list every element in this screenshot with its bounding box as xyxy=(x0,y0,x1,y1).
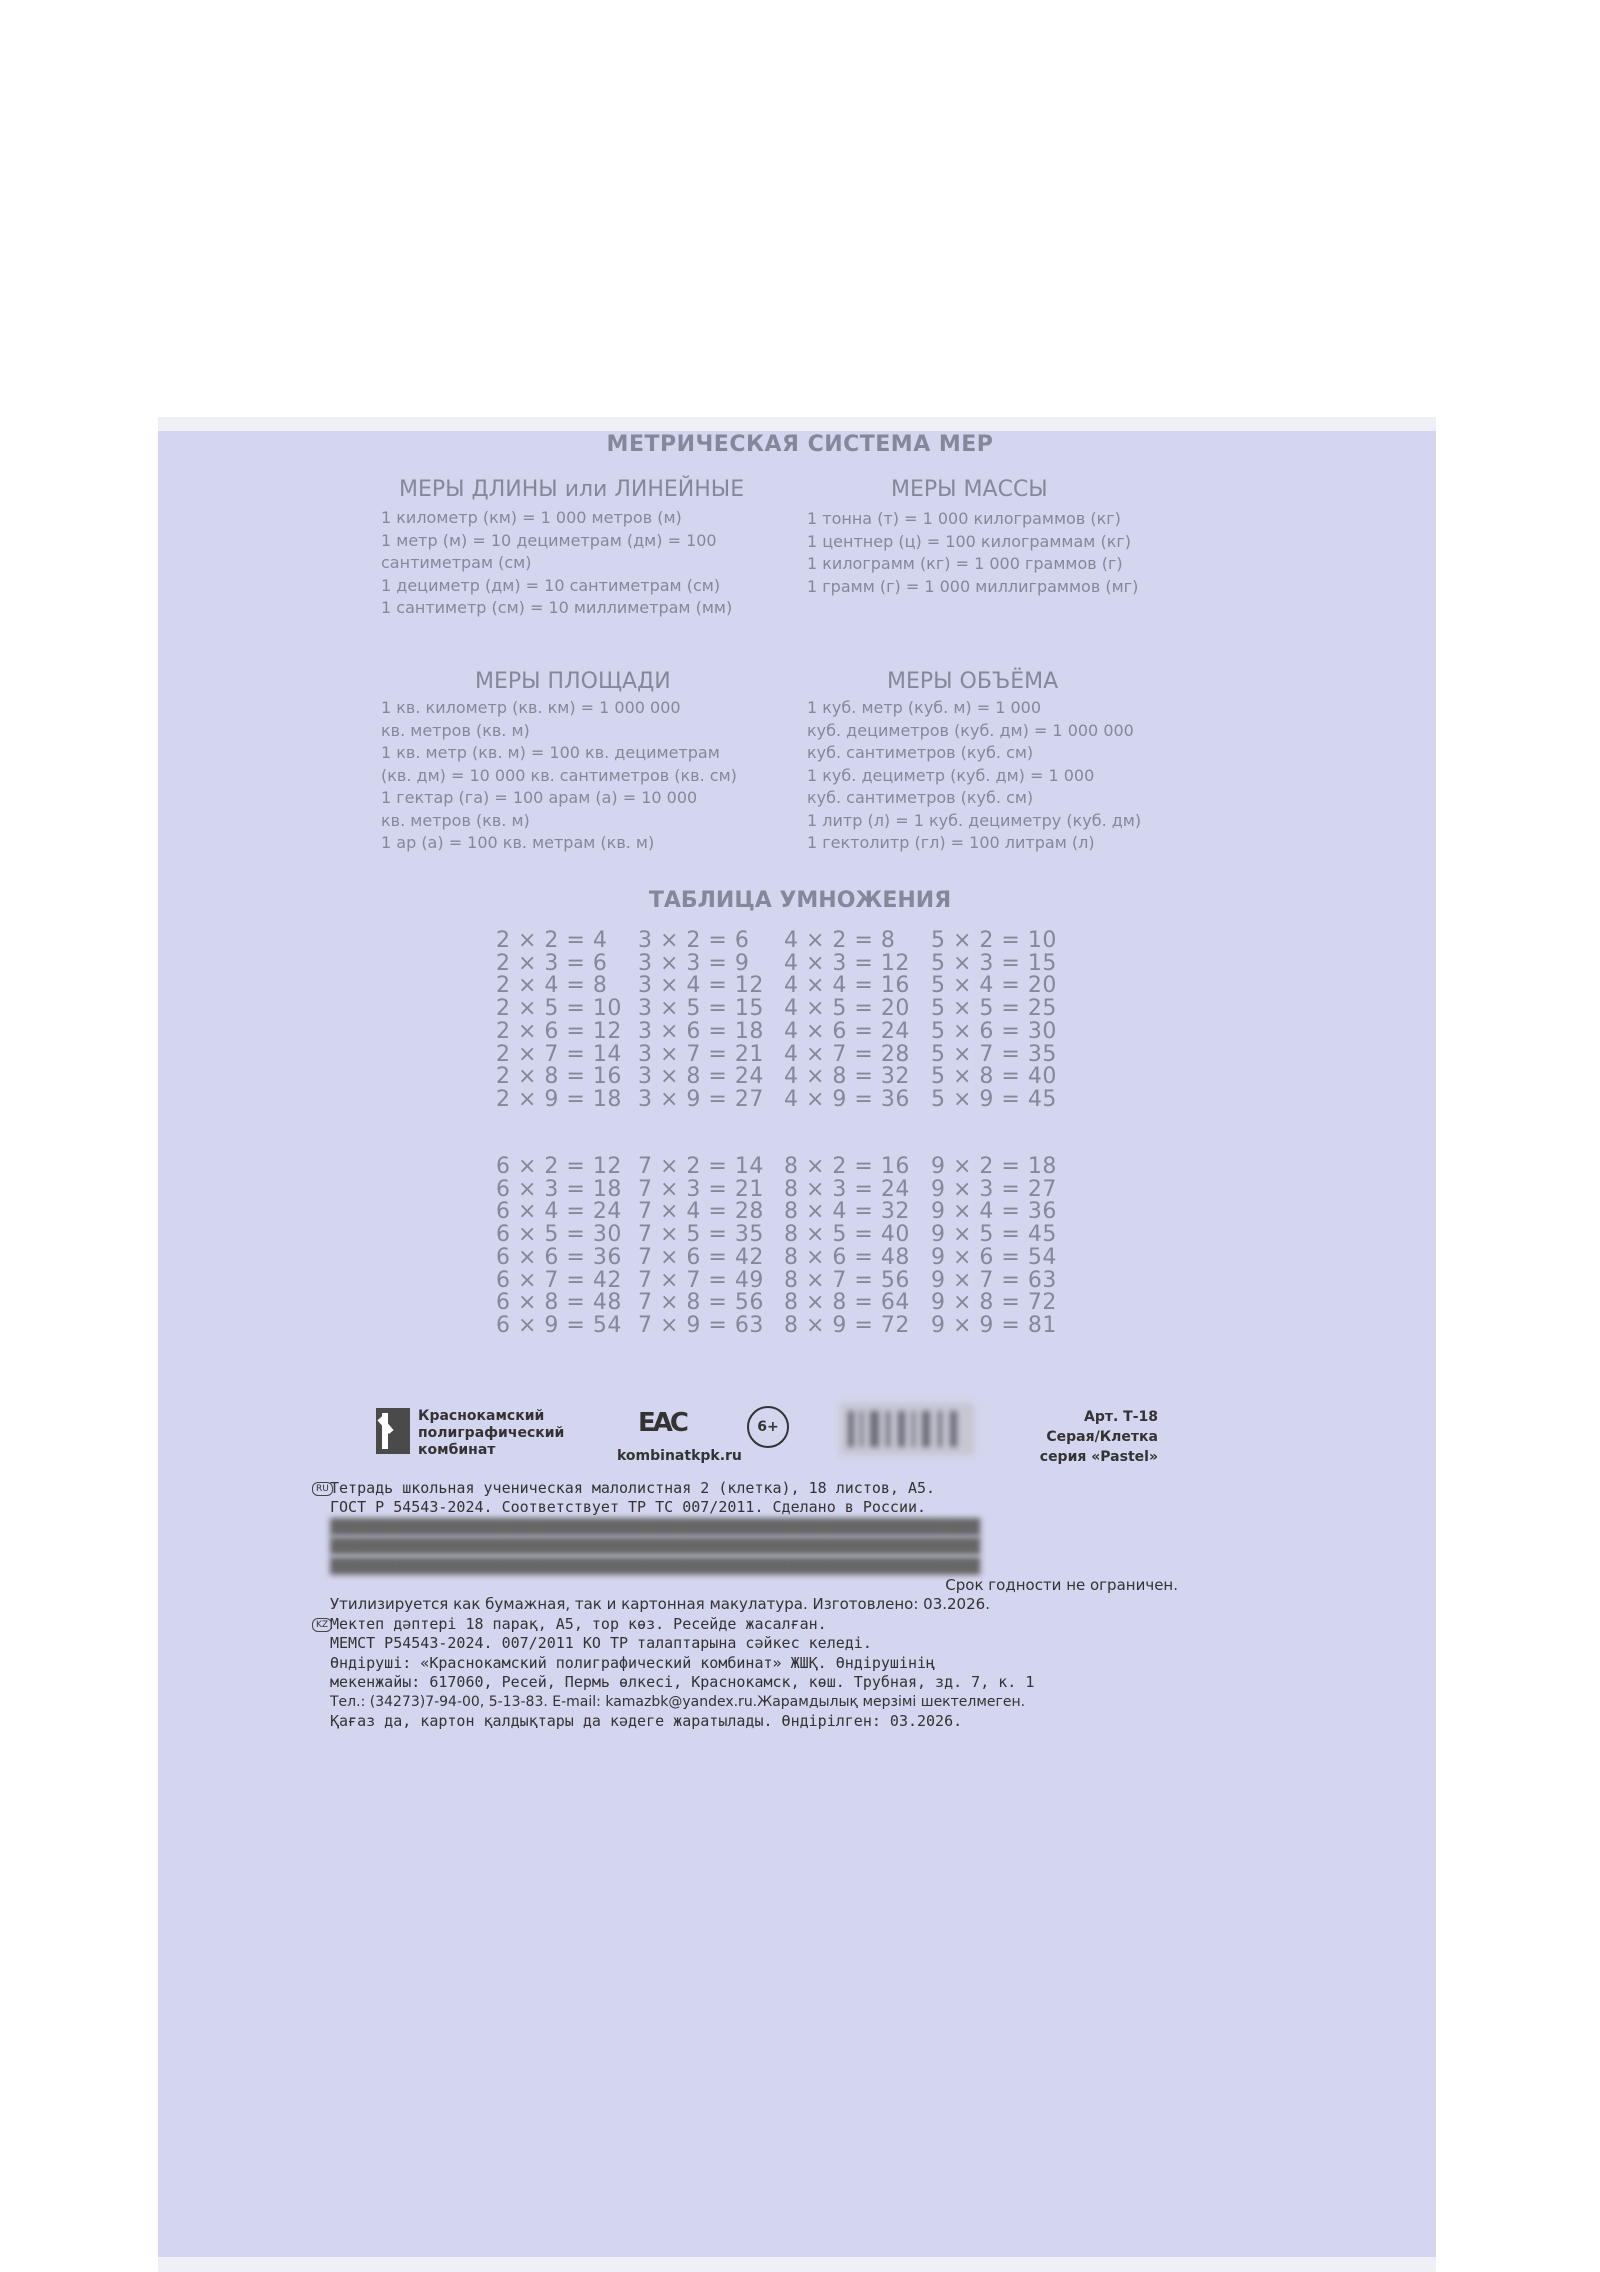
legal-ru xyxy=(316,1479,1178,1615)
mult-row: 4 × 9 = 36 xyxy=(784,1086,910,1112)
mult-row: 7 × 7 = 49 xyxy=(638,1267,764,1293)
mult-row: 2 × 7 = 14 xyxy=(496,1041,622,1067)
mult-row: 3 × 8 = 24 xyxy=(638,1064,764,1090)
mult-row: 3 × 7 = 21 xyxy=(638,1041,764,1067)
mult-row: 5 × 2 = 10 xyxy=(931,928,1057,953)
length-lines xyxy=(381,507,732,620)
legal-ru-line: Тетрадь школьная ученическая малолистная 2 (клетка), 18 листов, А5. xyxy=(330,1479,936,1497)
length-line: 1 километр (км) = 1 000 метров (м) xyxy=(381,508,682,527)
mult-row: 6 × 5 = 30 xyxy=(496,1222,622,1248)
recycle-text: Утилизируется как бумажная, так и картонная макулатура. Изготовлено: 03.2026. xyxy=(330,1595,990,1614)
main-title: МЕТРИЧЕСКАЯ СИСТЕМА МЕР xyxy=(606,432,994,457)
mult-row: 5 × 9 = 45 xyxy=(931,1086,1057,1112)
mult-row: 7 × 4 = 28 xyxy=(638,1199,764,1225)
mult-column-9 xyxy=(931,1156,1057,1338)
mult-row: 2 × 6 = 12 xyxy=(496,1018,622,1044)
volume-line: 1 гектолитр (гл) = 100 литрам (л) xyxy=(807,833,1095,852)
mult-row: 7 × 9 = 63 xyxy=(638,1312,764,1338)
mult-row: 6 × 6 = 36 xyxy=(496,1244,622,1270)
mult-row: 5 × 5 = 25 xyxy=(931,996,1057,1022)
mult-row: 7 × 8 = 56 xyxy=(638,1290,764,1316)
area-lines xyxy=(381,697,737,855)
mult-row: 8 × 3 = 24 xyxy=(784,1176,910,1202)
area-line: 1 ар (а) = 100 кв. метрам (кв. м) xyxy=(381,833,655,852)
mult-row: 3 × 4 = 12 xyxy=(638,973,764,999)
mult-row: 3 × 5 = 15 xyxy=(638,996,764,1022)
mult-row: 8 × 9 = 72 xyxy=(784,1312,910,1338)
mult-row: 8 × 8 = 64 xyxy=(784,1290,910,1316)
article-info xyxy=(1040,1407,1158,1467)
length-line: сантиметрам (см) xyxy=(381,553,532,572)
mult-row: 4 × 7 = 28 xyxy=(784,1041,910,1067)
mult-column-6 xyxy=(496,1156,622,1338)
mult-row: 9 × 3 = 27 xyxy=(931,1176,1057,1202)
volume-lines xyxy=(807,697,1141,855)
company-logo-icon xyxy=(376,1408,410,1454)
mult-row: 6 × 2 = 12 xyxy=(496,1154,622,1179)
length-line: 1 дециметр (дм) = 10 сантиметрам (см) xyxy=(381,575,721,595)
mult-row: 3 × 3 = 9 xyxy=(638,950,750,976)
area-line: 1 гектар (га) = 100 арам (а) = 10 000 xyxy=(381,788,698,807)
mult-row: 4 × 2 = 8 xyxy=(784,928,896,953)
area-line: 1 кв. километр (кв. км) = 1 000 000 xyxy=(381,698,681,717)
mult-row: 9 × 7 = 63 xyxy=(931,1267,1057,1293)
article-line: серия «Pastel» xyxy=(1039,1449,1158,1465)
mult-row: 5 × 4 = 20 xyxy=(931,973,1057,999)
mult-column-8 xyxy=(784,1156,910,1338)
mult-row: 9 × 9 = 81 xyxy=(931,1312,1057,1338)
mult-row: 2 × 9 = 18 xyxy=(496,1086,622,1112)
legal-ru-line: ГОСТ Р 54543-2024. Соответствует ТР ТС 007/2011. Сделано в России. xyxy=(330,1498,927,1517)
blurred-text: ████████████████████████████████████████████████████████████████████████ xyxy=(330,1517,981,1536)
mass-line: 1 тонна (т) = 1 000 килограммов (кг) xyxy=(807,509,1121,528)
mult-column-4 xyxy=(784,930,910,1112)
mult-row: 9 × 2 = 18 xyxy=(931,1154,1057,1179)
mult-row: 6 × 7 = 42 xyxy=(496,1267,622,1293)
mult-row: 6 × 3 = 18 xyxy=(496,1176,622,1202)
volume-title: МЕРЫ ОБЪЁМА xyxy=(887,669,1059,694)
mult-row: 4 × 6 = 24 xyxy=(784,1018,910,1044)
mult-row: 9 × 4 = 36 xyxy=(931,1199,1057,1225)
mult-row: 2 × 5 = 10 xyxy=(496,996,622,1022)
age-rating-badge: 6+ xyxy=(747,1406,789,1448)
mult-column-3 xyxy=(638,930,764,1112)
mult-row: 5 × 3 = 15 xyxy=(931,950,1057,976)
mult-row: 7 × 6 = 42 xyxy=(638,1244,764,1270)
length-title: МЕРЫ ДЛИНЫ или ЛИНЕЙНЫЕ xyxy=(399,477,745,502)
area-title: МЕРЫ ПЛОЩАДИ xyxy=(475,669,671,694)
notebook-back-cover xyxy=(158,431,1436,2257)
mult-row: 3 × 9 = 27 xyxy=(638,1086,764,1112)
mass-lines xyxy=(807,508,1138,598)
mult-row: 3 × 2 = 6 xyxy=(638,928,750,953)
legal-kz-line: Мектеп дәптері 18 парақ, А5, тор көз. Ресейде жасалған. xyxy=(330,1615,827,1633)
company-name-line: Краснокамский xyxy=(418,1408,545,1424)
barcode-icon xyxy=(840,1403,974,1455)
website: kombinatkpk.ru xyxy=(617,1448,742,1464)
mult-row: 4 × 5 = 20 xyxy=(784,996,910,1022)
mult-row: 5 × 7 = 35 xyxy=(931,1041,1057,1067)
mult-row: 8 × 5 = 40 xyxy=(784,1222,910,1248)
legal-kz-line: мекенжайы: 617060, Ресей, Пермь өлкесі, Краснокамск, көш. Трубная, зд. 7, к. 1 xyxy=(330,1673,1035,1692)
mult-row: 5 × 6 = 30 xyxy=(931,1018,1057,1044)
legal-kz-line: Өндіруші: «Краснокамский полиграфический комбинат» ЖШҚ. Өндірушінің xyxy=(330,1653,936,1672)
legal-kz-line: Тел.: (34273)7-94-00, 5-13-83. E-mail: kamazbk@yandex.ru.Жарамдылық мерзімі шектелмеген. xyxy=(330,1693,1026,1710)
mult-row: 2 × 8 = 16 xyxy=(496,1064,622,1090)
volume-line: 1 куб. метр (куб. м) = 1 000 xyxy=(807,698,1042,717)
mass-line: 1 килограмм (кг) = 1 000 граммов (г) xyxy=(807,554,1123,573)
mult-row: 5 × 8 = 40 xyxy=(931,1064,1057,1090)
blurred-text: ████████████████████████████████████████████████████████████████████████ xyxy=(330,1537,981,1556)
mult-row: 7 × 5 = 35 xyxy=(638,1222,764,1248)
eac-mark: ЕАС xyxy=(638,1408,686,1438)
mult-row: 6 × 4 = 24 xyxy=(496,1199,622,1225)
mult-row: 6 × 8 = 48 xyxy=(496,1290,622,1316)
volume-line: 1 куб. дециметр (куб. дм) = 1 000 xyxy=(807,765,1095,785)
volume-line: куб. сантиметров (куб. см) xyxy=(807,743,1034,762)
mult-row: 8 × 4 = 32 xyxy=(784,1199,910,1225)
blurred-text: ████████████████████████████████████████████████████████████████████████ xyxy=(330,1556,981,1575)
mult-row: 2 × 4 = 8 xyxy=(496,973,608,999)
mult-row: 7 × 2 = 14 xyxy=(638,1154,764,1179)
article-line: Арт. Т-18 xyxy=(1083,1409,1158,1425)
volume-line: куб. дециметров (куб. дм) = 1 000 000 xyxy=(807,720,1134,740)
length-line: 1 сантиметр (см) = 10 миллиметрам (мм) xyxy=(381,598,733,617)
mult-row: 9 × 5 = 45 xyxy=(931,1222,1057,1248)
area-line: (кв. дм) = 10 000 кв. сантиметров (кв. см) xyxy=(381,765,737,785)
mult-row: 9 × 6 = 54 xyxy=(931,1244,1057,1270)
area-line: кв. метров (кв. м) xyxy=(381,810,530,830)
mult-row: 8 × 7 = 56 xyxy=(784,1267,910,1293)
expiry-text: Срок годности не ограничен. xyxy=(945,1576,1178,1595)
mult-row: 7 × 3 = 21 xyxy=(638,1176,764,1202)
area-line: 1 кв. метр (кв. м) = 100 кв. дециметрам xyxy=(381,743,720,762)
mult-column-2 xyxy=(496,930,622,1112)
legal-kz xyxy=(316,1615,1178,1731)
mult-row: 8 × 6 = 48 xyxy=(784,1244,910,1270)
article-line: Серая/Клетка xyxy=(1046,1429,1158,1445)
mult-row: 2 × 2 = 4 xyxy=(496,928,608,953)
mult-row: 2 × 3 = 6 xyxy=(496,950,608,976)
legal-kz-line: Қағаз да, картон қалдықтары да кәдеге жаратылады. Өндірілген: 03.2026. xyxy=(330,1712,963,1731)
mult-column-7 xyxy=(638,1156,764,1338)
area-line: кв. метров (кв. м) xyxy=(381,720,530,740)
volume-line: куб. сантиметров (куб. см) xyxy=(807,788,1034,807)
multiplication-title: ТАБЛИЦА УМНОЖЕНИЯ xyxy=(648,888,952,913)
ru-tag: RU xyxy=(312,1482,333,1496)
mass-line: 1 грамм (г) = 1 000 миллиграммов (мг) xyxy=(807,576,1139,596)
mult-row: 4 × 3 = 12 xyxy=(784,950,910,976)
mult-row: 3 × 6 = 18 xyxy=(638,1018,764,1044)
mult-row: 4 × 8 = 32 xyxy=(784,1064,910,1090)
mult-row: 8 × 2 = 16 xyxy=(784,1154,910,1179)
legal-kz-line: МЕМСТ Р54543-2024. 007/2011 КО ТР талаптарына сәйкес келеді. xyxy=(330,1634,872,1653)
company-name-line: комбинат xyxy=(418,1442,496,1458)
length-line: 1 метр (м) = 10 дециметрам (дм) = 100 xyxy=(381,530,717,550)
volume-line: 1 литр (л) = 1 куб. дециметру (куб. дм) xyxy=(807,810,1142,830)
company-name xyxy=(418,1408,564,1459)
mult-row: 6 × 9 = 54 xyxy=(496,1312,622,1338)
mass-line: 1 центнер (ц) = 100 килограммам (кг) xyxy=(807,531,1132,551)
mass-title: МЕРЫ МАССЫ xyxy=(891,477,1048,502)
mult-row: 4 × 4 = 16 xyxy=(784,973,910,999)
mult-column-5 xyxy=(931,930,1057,1112)
mult-row: 9 × 8 = 72 xyxy=(931,1290,1057,1316)
kz-tag: KZ xyxy=(312,1618,332,1632)
company-name-line: полиграфический xyxy=(418,1425,565,1441)
